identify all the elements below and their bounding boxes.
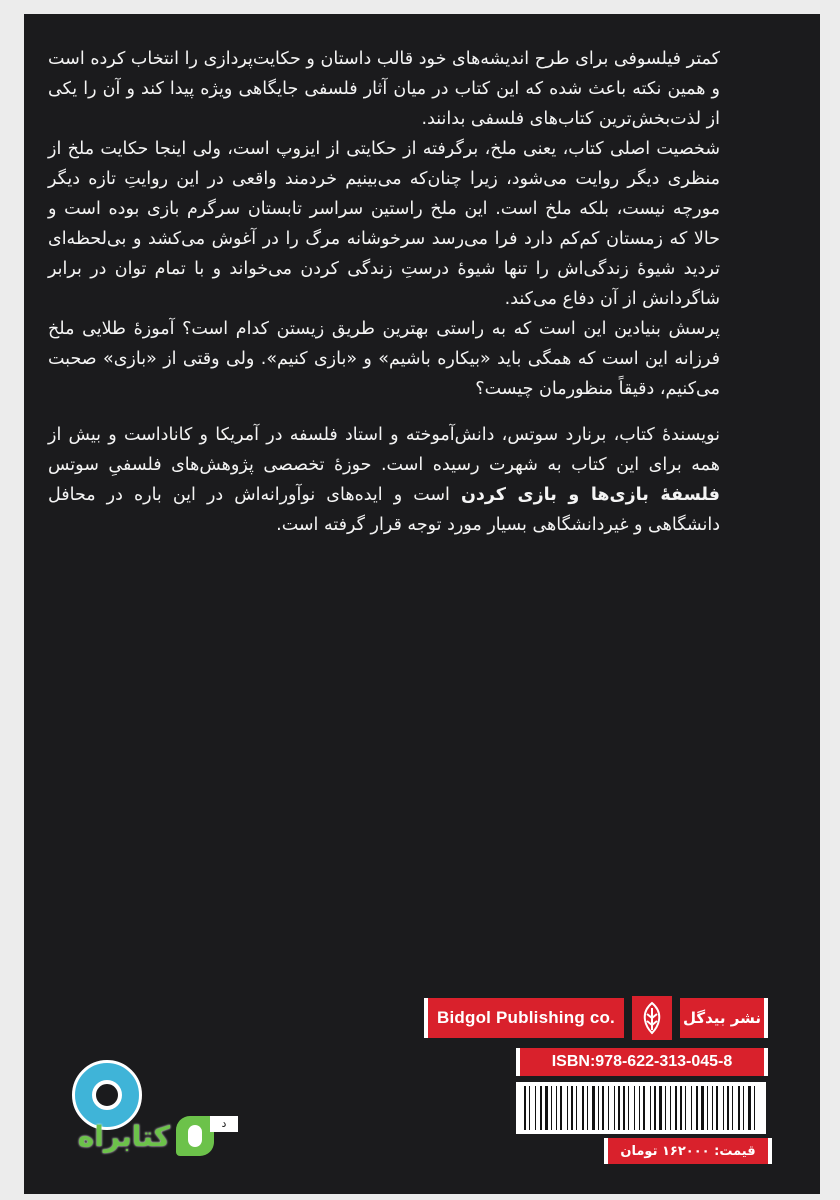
barcode-bar [545, 1086, 548, 1130]
barcode-bar [732, 1086, 733, 1130]
barcode-bar [738, 1086, 740, 1130]
barcode-bar [716, 1086, 718, 1130]
barcode-bar [727, 1086, 729, 1130]
barcode-bar [524, 1086, 526, 1130]
author-paragraph [48, 420, 720, 540]
leaf-logo-icon [176, 1116, 214, 1156]
barcode-bar [628, 1086, 629, 1130]
barcode-bar [587, 1086, 588, 1130]
barcode-bar [685, 1086, 686, 1130]
barcode-bar [743, 1086, 744, 1130]
barcode-bar [592, 1086, 595, 1130]
author-text-b: است و ایده‌های نوآورانه‌اش در این باره در محافل دانشگاهی و غیردانشگاهی بسیار مورد توجه قرار گرفته است. [48, 485, 720, 535]
blurb-paragraph-2: شخصیت اصلی کتاب، یعنی ملخ، برگرفته از حکایتی از ایزوپ است، ولی اینجا حکایت ملخ از منظری دیگر روایت می‌شود، زیرا چنان‌که می‌بینیم خردمند واقعی در این روایتِ تازه دیگر مورچه نیست، بلکه ملخ است. این ملخ راستین سراسر تابستان سرگرم بازی بوده است و حالا که زمستان کم‌کم دارد فرا می‌رسد سرخوشانه مرگ را در آغوش می‌کشد و بی‌لحظه‌ای تردید شیوهٔ زندگی‌اش را تنها شیوهٔ درستِ زندگی کردن می‌خواند و با تمام توان در برابر شاگردانش از آن دفاع می‌کند. [48, 139, 720, 309]
barcode-bar [654, 1086, 656, 1130]
barcode-icon [516, 1082, 766, 1134]
publisher-name-fa: نشر بیدگل [680, 998, 768, 1038]
store-label [50, 1112, 214, 1160]
publisher-name-en: Bidgol Publishing co. [424, 998, 624, 1038]
barcode-bar [556, 1086, 557, 1130]
store-sticker [50, 1060, 227, 1160]
barcode-bar [696, 1086, 698, 1130]
barcode-bar [535, 1086, 536, 1130]
barcode-bar [576, 1086, 577, 1130]
barcode-bar [691, 1086, 692, 1130]
barcode-bar [707, 1086, 708, 1130]
barcode-bar [754, 1086, 755, 1130]
store-brand: کتابراه [77, 1119, 170, 1153]
barcode-bar [560, 1086, 562, 1130]
barcode-bar [540, 1086, 542, 1130]
isbn-label: ISBN:978-622-313-045-8 [516, 1048, 768, 1076]
blurb-paragraph-3: پرسش بنیادین این است که به راستی بهترین طریق زیستن کدام است؟ آموزهٔ طلایی ملخ فرزانه این است که همگی باید «بیکاره باشیم» و «بازی کنیم». ولی وقتی از «بازی» صحبت می‌کنیم، دقیقاً منظورمان چیست؟ [48, 319, 720, 399]
author-specialty-bold: فلسفهٔ بازی‌ها و بازی کردن [460, 485, 721, 505]
barcode-bar [712, 1086, 713, 1130]
barcode-bar [529, 1086, 530, 1130]
barcode-bar [639, 1086, 640, 1130]
blurb-paragraph-1: کمتر فیلسوفی برای طرح اندیشه‌های خود قالب داستان و حکایت‌پردازی را انتخاب کرده است و همین نکته باعث شده که این کتاب در میان آثار فلسفی جایگاهی ویژه پیدا کند و آن را یکی از لذت‌بخش‌ترین کتاب‌های فلسفی بدانند. [48, 49, 720, 129]
barcode-bar [618, 1086, 620, 1130]
barcode-bar [643, 1086, 645, 1130]
barcode-bar [634, 1086, 635, 1130]
barcode-bar [602, 1086, 604, 1130]
barcode-bar [567, 1086, 568, 1130]
barcode-bar [701, 1086, 704, 1130]
barcode-bar [571, 1086, 573, 1130]
sticker-tab: د [210, 1116, 238, 1132]
barcode-bar [551, 1086, 552, 1130]
publisher-logo-icon [632, 996, 672, 1040]
barcode-bar [623, 1086, 625, 1130]
barcode-bar [723, 1086, 724, 1130]
publisher-banner [424, 996, 764, 1040]
barcode-bar [748, 1086, 751, 1130]
barcode-bar [665, 1086, 666, 1130]
barcode-bar [659, 1086, 662, 1130]
barcode-bar [675, 1086, 677, 1130]
barcode-bar [582, 1086, 584, 1130]
blurb-text [48, 44, 720, 404]
author-bio [48, 420, 720, 540]
barcode-bar [650, 1086, 651, 1130]
price-label: قیمت: ۱۶۲۰۰۰ تومان [604, 1138, 772, 1164]
author-text-a: نویسندهٔ کتاب، برنارد سوتس، دانش‌آموخته و استاد فلسفه در آمریکا و کاناداست و بیش از همه برای این کتاب به شهرت رسیده است. حوزهٔ تخصصی پژوهش‌های فلسفیِ سوتس [48, 425, 720, 475]
barcode-bar [670, 1086, 671, 1130]
barcode-bar [614, 1086, 615, 1130]
barcode-bar [608, 1086, 609, 1130]
barcode-bar [680, 1086, 682, 1130]
barcode-bar [598, 1086, 599, 1130]
